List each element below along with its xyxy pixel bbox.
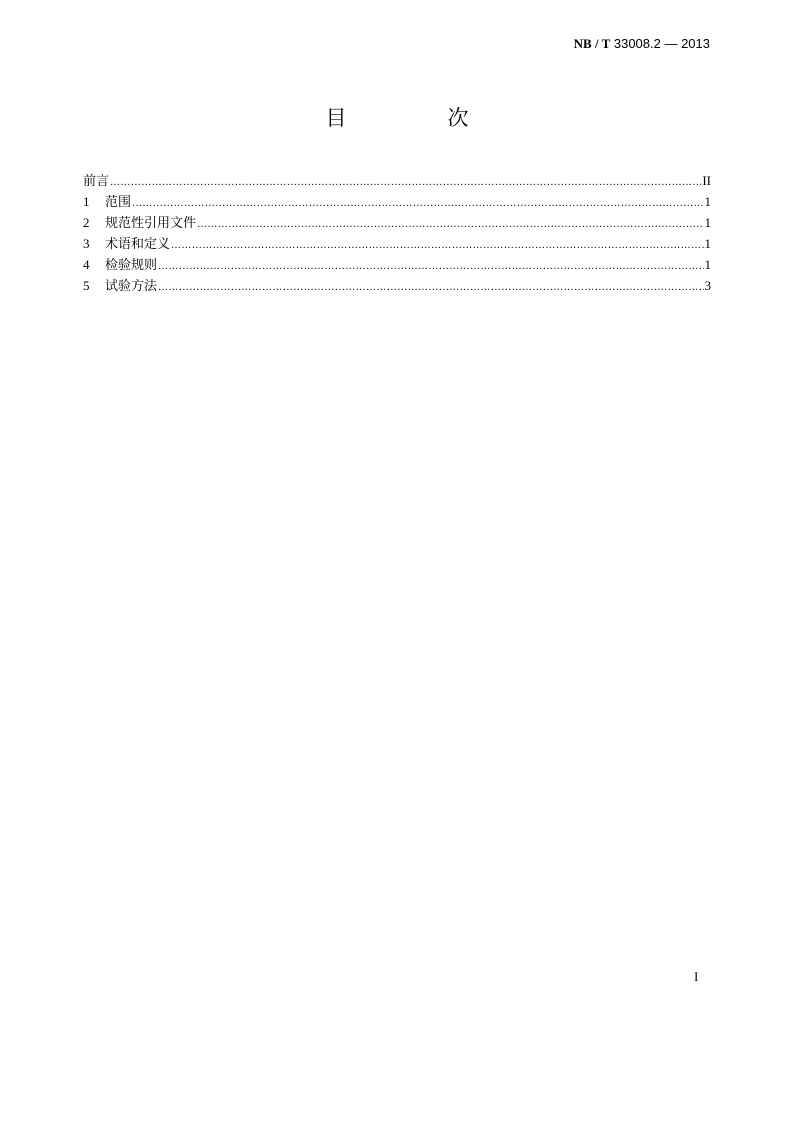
standard-code-prefix: NB / T [573,36,611,51]
toc-leader-dots [110,172,701,193]
toc-entry-page: 1 [704,236,711,251]
toc-entry-label: 检验规则 [105,258,158,273]
standard-code-number: 33008.2 — 2013 [610,36,710,51]
page-number: I [694,969,699,984]
toc-leader-dots [158,277,703,298]
toc-entry-number: 2 [83,215,90,230]
toc-entry-inspection-rules[interactable] [83,254,711,275]
toc-leader-dots [132,193,703,214]
table-of-contents [83,170,711,296]
toc-entry-label: 范围 [105,195,132,210]
toc-entry-label: 术语和定义 [105,237,171,252]
toc-leader-dots [171,235,703,256]
toc-entry-page: II [702,173,711,188]
toc-entry-terms-definitions[interactable] [83,233,711,254]
toc-entry-label: 规范性引用文件 [105,216,197,231]
toc-entry-page: 1 [704,194,711,209]
toc-entry-number: 1 [83,194,90,209]
standard-code [574,36,710,52]
toc-entry-page: 1 [704,215,711,230]
toc-entry-page: 1 [704,257,711,272]
toc-entry-number: 5 [83,278,90,293]
toc-entry-label: 前言 [83,174,110,189]
toc-entry-test-methods[interactable] [83,275,711,296]
toc-entry-foreword[interactable] [83,170,711,191]
toc-title: 目 次 [325,106,509,130]
toc-leader-dots [197,214,703,235]
toc-leader-dots [158,256,703,277]
toc-entry-label: 试验方法 [105,279,158,294]
toc-entry-number: 3 [83,236,90,251]
toc-entry-page: 3 [704,278,711,293]
toc-entry-scope[interactable] [83,191,711,212]
toc-entry-normative-references[interactable] [83,212,711,233]
toc-entry-number: 4 [83,257,90,272]
